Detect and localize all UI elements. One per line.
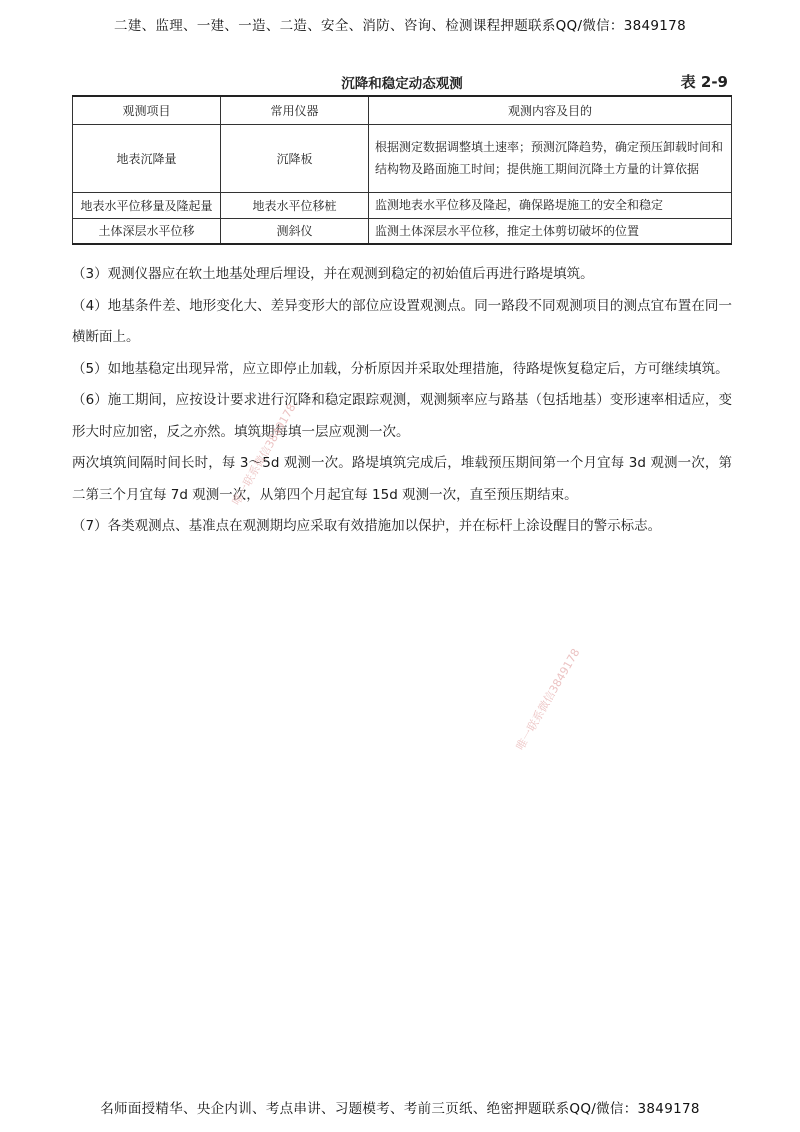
cell-purpose: 监测土体深层水平位移，推定土体剪切破坏的位置 (369, 218, 732, 244)
table-title: 沉降和稳定动态观测 (341, 76, 463, 92)
paragraph: 两次填筑间隔时间长时，每 3～5d 观测一次。路堤填筑完成后，堆载预压期间第一个月宜每 3d 观测一次，第二第三个月宜每 7d 观测一次，从第四个月起宜每 15d 观测一次，直至预压期结束。 (72, 455, 732, 503)
table-row (73, 218, 732, 244)
cell-purpose: 监测地表水平位移及隆起，确保路堤施工的安全和稳定 (369, 192, 732, 218)
header-purpose: 观测内容及目的 (369, 96, 732, 124)
table-caption (72, 72, 732, 92)
table-header-row (73, 96, 732, 124)
cell-item: 地表水平位移量及隆起量 (73, 192, 221, 218)
table-row (73, 124, 732, 192)
header-item: 观测项目 (73, 96, 221, 124)
watermark: 唯一联系微信3849178 (513, 646, 583, 753)
cell-instrument: 测斜仪 (221, 218, 369, 244)
paragraph: （3）观测仪器应在软土地基处理后埋设，并在观测到稳定的初始值后再进行路堤填筑。 (72, 266, 594, 282)
cell-purpose: 根据测定数据调整填土速率；预测沉降趋势，确定预压卸载时间和结构物及路面施工时间；提供施工期间沉降土方量的计算依据 (369, 124, 732, 192)
page-header: 二建、监理、一建、一造、二造、安全、消防、咨询、检测课程押题联系QQ/微信：3849178 (114, 18, 686, 34)
paragraph: （6）施工期间，应按设计要求进行沉降和稳定跟踪观测，观测频率应与路基（包括地基）变形速率相适应，变形大时应加密，反之亦然。填筑期每填一层应观测一次。 (72, 392, 732, 440)
page-footer: 名师面授精华、央企内训、考点串讲、习题模考、考前三页纸、绝密押题联系QQ/微信：3849178 (100, 1101, 700, 1117)
paragraph: （5）如地基稳定出现异常，应立即停止加载，分析原因并采取处理措施，待路堤恢复稳定后，方可继续填筑。 (72, 360, 729, 377)
table-number: 表 2-9 (680, 73, 728, 91)
cell-item: 土体深层水平位移 (73, 218, 221, 244)
table-row (73, 192, 732, 218)
watermark: 唯一联系微信3849178 (229, 401, 299, 508)
body-text (72, 259, 732, 543)
header-instrument: 常用仪器 (221, 96, 369, 124)
cell-instrument: 地表水平位移桩 (221, 192, 369, 218)
cell-instrument: 沉降板 (221, 124, 369, 192)
cell-item: 地表沉降量 (73, 124, 221, 192)
paragraph: （7）各类观测点、基准点在观测期均应采取有效措施加以保护，并在标杆上涂设醒目的警示标志。 (72, 518, 662, 534)
observation-table (72, 95, 732, 245)
paragraph: （4）地基条件差、地形变化大、差异变形大的部位应设置观测点。同一路段不同观测项目的测点宜布置在同一横断面上。 (72, 297, 732, 345)
